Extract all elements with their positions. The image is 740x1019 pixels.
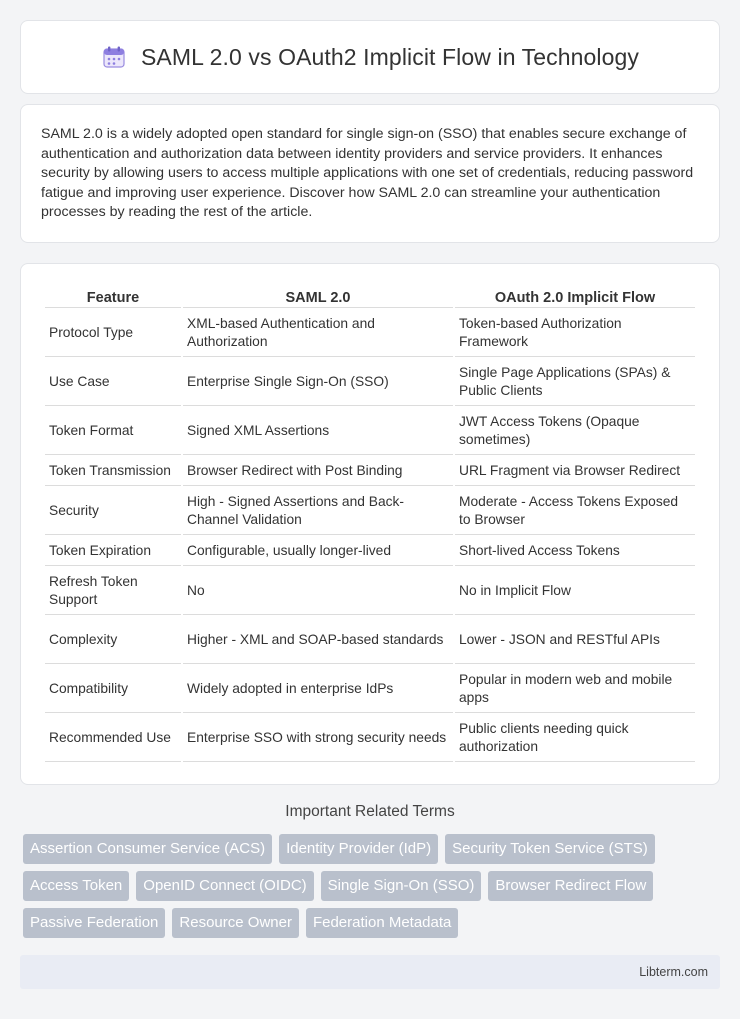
cell-oauth: JWT Access Tokens (Opaque sometimes) [455, 408, 695, 455]
header-oauth: OAuth 2.0 Implicit Flow [455, 286, 695, 308]
cell-saml: Higher - XML and SOAP-based standards [183, 617, 453, 664]
cell-oauth: Moderate - Access Tokens Exposed to Browser [455, 488, 695, 535]
cell-feature: Token Format [45, 408, 181, 455]
table-header-row [45, 286, 695, 308]
tag-oidc[interactable]: OpenID Connect (OIDC) [136, 871, 313, 901]
cell-saml: Browser Redirect with Post Binding [183, 457, 453, 486]
cell-feature: Refresh Token Support [45, 568, 181, 615]
footer-site-link[interactable]: Libterm.com [639, 965, 708, 979]
intro-card [20, 104, 720, 243]
table-row [45, 537, 695, 566]
cell-saml: High - Signed Assertions and Back-Channel Validation [183, 488, 453, 535]
comparison-table-card [20, 263, 720, 785]
cell-saml: Signed XML Assertions [183, 408, 453, 455]
cell-oauth: Single Page Applications (SPAs) & Public Clients [455, 359, 695, 406]
table-row [45, 359, 695, 406]
cell-feature: Token Transmission [45, 457, 181, 486]
tag-federation-metadata[interactable]: Federation Metadata [306, 908, 458, 938]
table-row [45, 568, 695, 615]
header-feature: Feature [45, 286, 181, 308]
cell-oauth: Popular in modern web and mobile apps [455, 666, 695, 713]
cell-saml: Configurable, usually longer-lived [183, 537, 453, 566]
cell-saml: Enterprise SSO with strong security needs [183, 715, 453, 762]
title-wrap [101, 44, 639, 71]
footer [20, 955, 720, 989]
cell-feature: Use Case [45, 359, 181, 406]
table-row [45, 408, 695, 455]
tag-passive-federation[interactable]: Passive Federation [23, 908, 165, 938]
header-card [20, 20, 720, 94]
related-terms-tags [20, 834, 720, 938]
comparison-table [43, 284, 697, 764]
cell-feature: Complexity [45, 617, 181, 664]
table-row [45, 488, 695, 535]
cell-feature: Recommended Use [45, 715, 181, 762]
cell-feature: Security [45, 488, 181, 535]
header-saml: SAML 2.0 [183, 286, 453, 308]
cell-saml: No [183, 568, 453, 615]
page-title: SAML 2.0 vs OAuth2 Implicit Flow in Technology [140, 43, 640, 70]
related-terms-title: Important Related Terms [285, 803, 455, 820]
cell-saml: Enterprise Single Sign-On (SSO) [183, 359, 453, 406]
cell-saml: XML-based Authentication and Authorization [183, 310, 453, 357]
related-terms-section [20, 803, 720, 938]
cell-oauth: No in Implicit Flow [455, 568, 695, 615]
tag-resource-owner[interactable]: Resource Owner [172, 908, 299, 938]
calendar-icon [101, 44, 127, 70]
tag-idp[interactable]: Identity Provider (IdP) [279, 834, 438, 864]
cell-oauth: Public clients needing quick authorization [455, 715, 695, 762]
table-row [45, 457, 695, 486]
tag-acs[interactable]: Assertion Consumer Service (ACS) [23, 834, 272, 864]
cell-oauth: Lower - JSON and RESTful APIs [455, 617, 695, 664]
table-row [45, 666, 695, 713]
intro-text: SAML 2.0 is a widely adopted open standard for single sign-on (SSO) that enables secure exchange of authentication and authorization data between identity providers and service providers. It enhances security by allowing users to access multiple applications with one set of credentials, reducing password fatigue and improving user experience. Discover how SAML 2.0 can streamline your authentication processes by reading the rest of the article. [41, 126, 694, 220]
cell-feature: Token Expiration [45, 537, 181, 566]
table-row [45, 715, 695, 762]
tag-sso[interactable]: Single Sign-On (SSO) [321, 871, 482, 901]
table-row [45, 617, 695, 664]
tag-access-token[interactable]: Access Token [23, 871, 129, 901]
cell-feature: Protocol Type [45, 310, 181, 357]
cell-oauth: Token-based Authorization Framework [455, 310, 695, 357]
cell-feature: Compatibility [45, 666, 181, 713]
table-row [45, 310, 695, 357]
cell-oauth: URL Fragment via Browser Redirect [455, 457, 695, 486]
cell-oauth: Short-lived Access Tokens [455, 537, 695, 566]
tag-sts[interactable]: Security Token Service (STS) [445, 834, 655, 864]
tag-browser-redirect-flow[interactable]: Browser Redirect Flow [488, 871, 653, 901]
cell-saml: Widely adopted in enterprise IdPs [183, 666, 453, 713]
